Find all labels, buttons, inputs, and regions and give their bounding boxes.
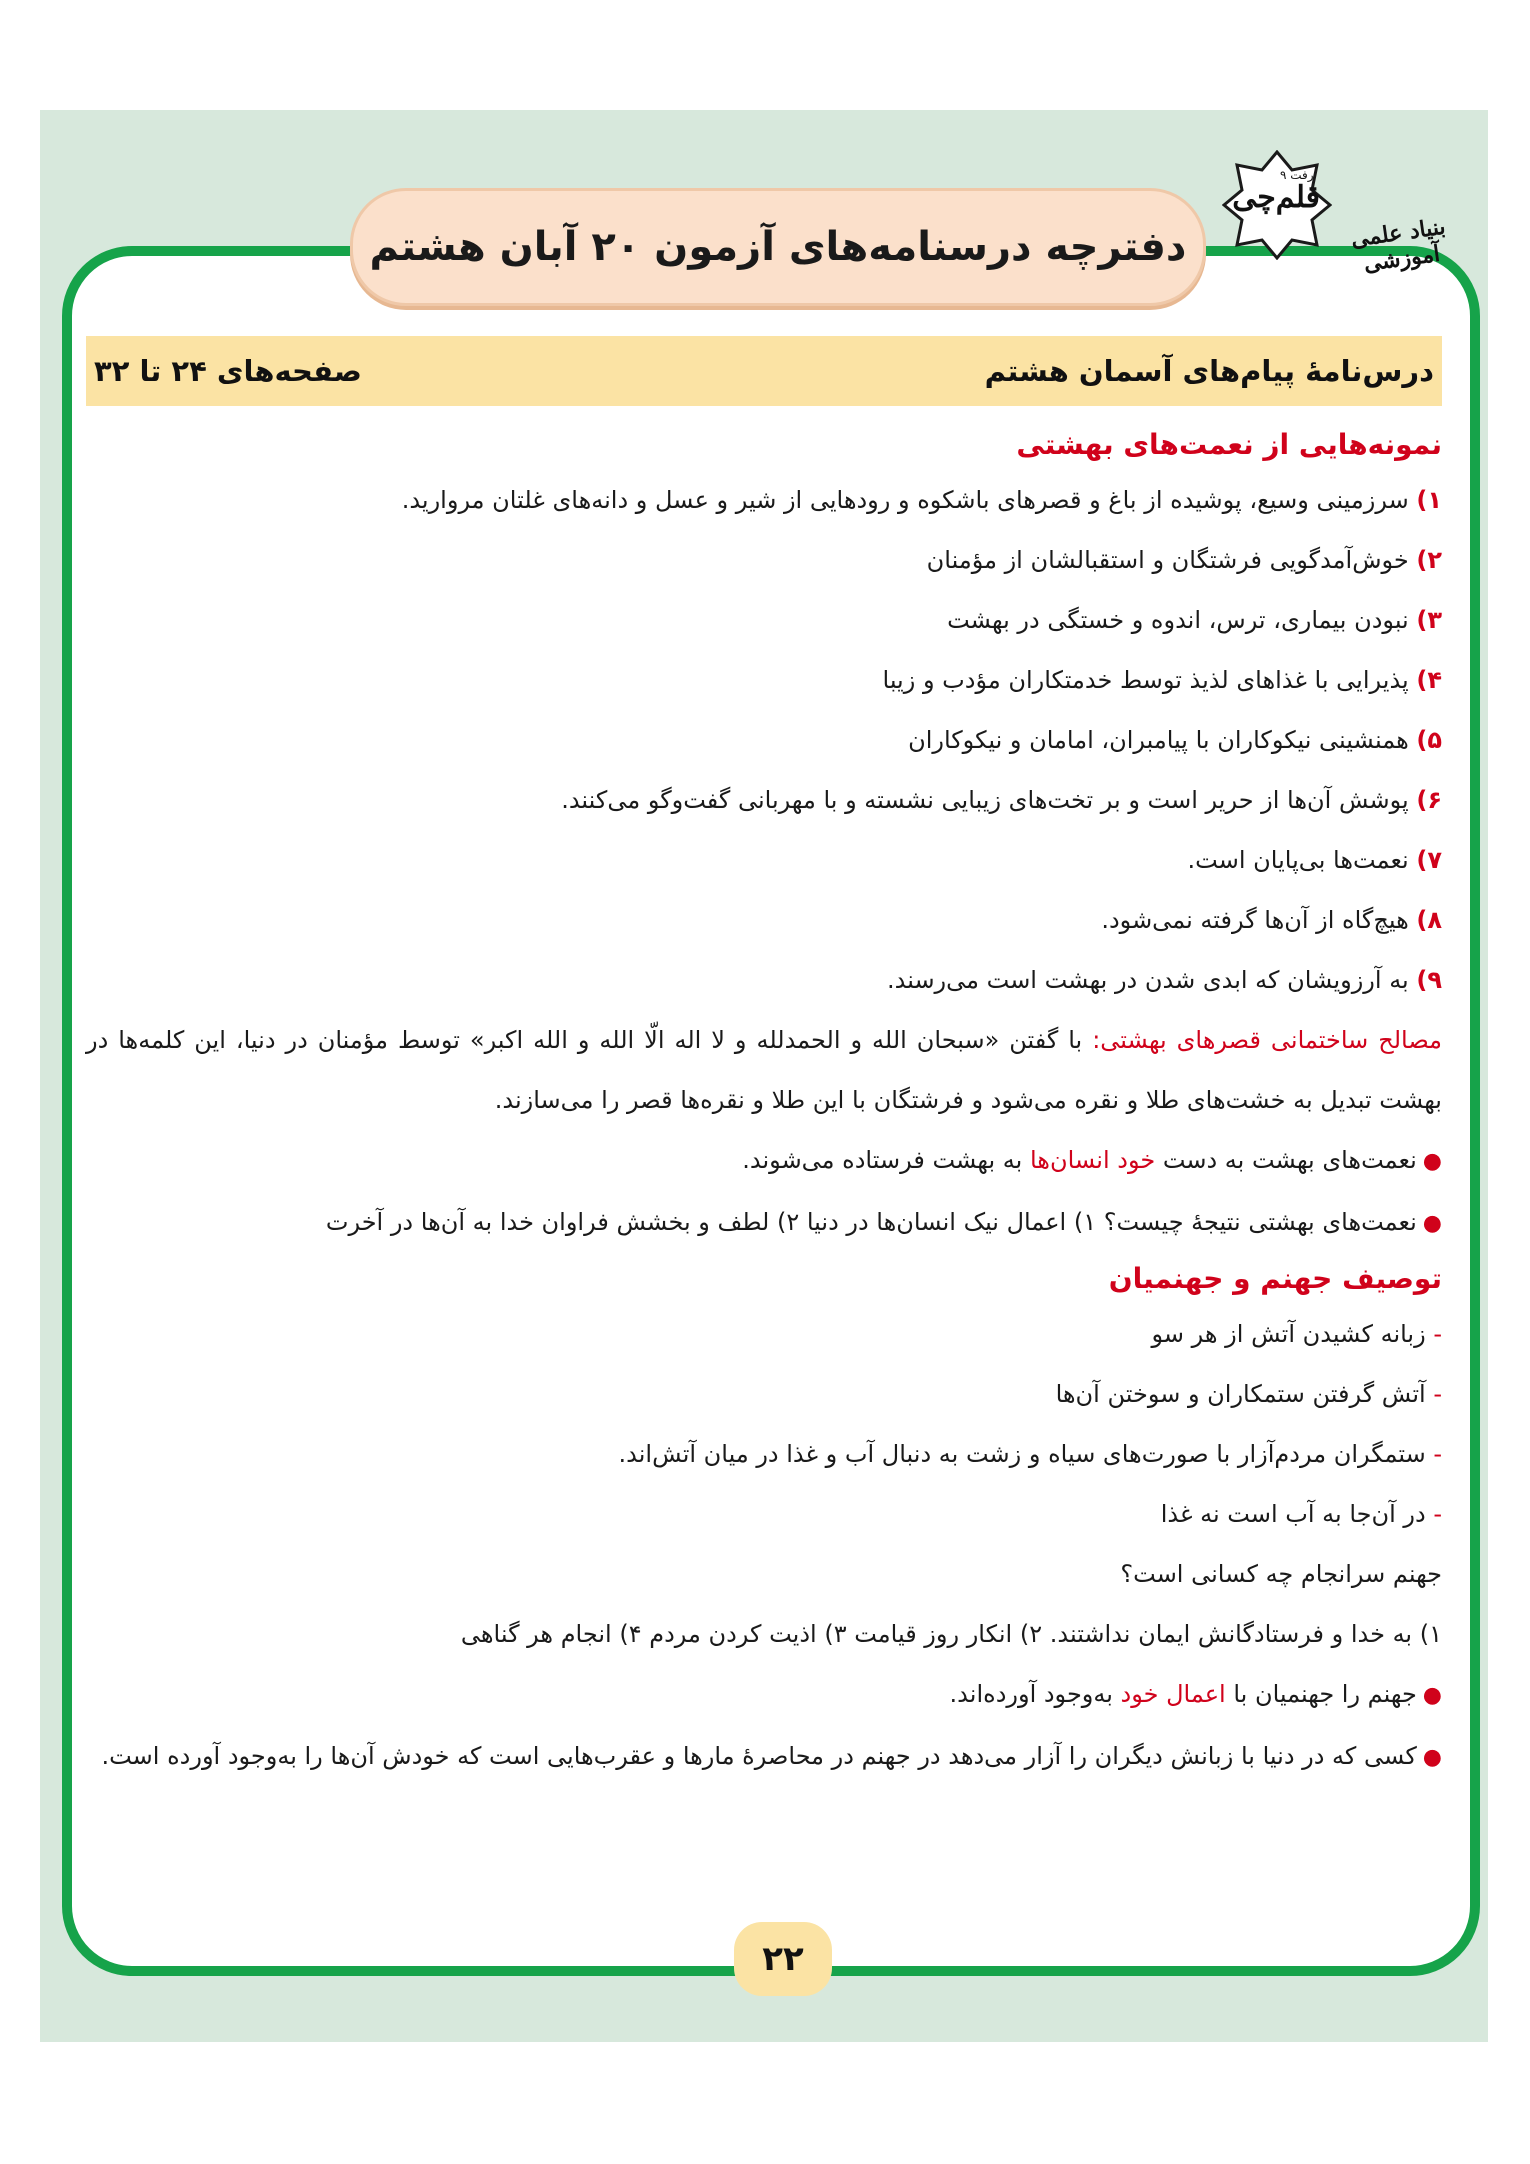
bullet-text: به‌وجود آورده‌اند. bbox=[949, 1680, 1121, 1708]
paradise-list bbox=[86, 470, 1442, 1010]
dash-icon: - bbox=[1425, 1500, 1442, 1528]
content bbox=[86, 420, 1442, 1788]
item-text: سرزمینی وسیع، پوشیده از باغ و قصرهای باشکوه و رودهایی از شیر و عسل و دانه‌های غلتان مروارید. bbox=[401, 486, 1409, 514]
item-number: ۳) bbox=[1416, 606, 1442, 634]
list-item bbox=[86, 1484, 1442, 1544]
masaleh-paragraph bbox=[86, 1010, 1442, 1130]
item-number: ۴) bbox=[1416, 666, 1442, 694]
list-item bbox=[86, 1364, 1442, 1424]
item-number: ۱) bbox=[1416, 486, 1442, 514]
item-text: نبودن بیماری، ترس، اندوه و خستگی در بهشت bbox=[947, 606, 1409, 634]
item-text: به آرزویشان که ابدی شدن در بهشت است می‌رسند. bbox=[886, 966, 1409, 994]
list-item bbox=[86, 1130, 1442, 1192]
item-number: ۹) bbox=[1416, 966, 1442, 994]
page-number-badge bbox=[734, 1922, 832, 1996]
bullet-text: کسی که در دنیا با زبانش دیگران را آزار می‌دهد در جهنم در محاصرۀ مارها و عقرب‌هایی است که خودش آن‌ها را به‌وجود آورده است. bbox=[101, 1742, 1417, 1770]
item-text: خوش‌آمدگویی فرشتگان و استقبالشان از مؤمنان bbox=[926, 546, 1409, 574]
lesson-title: درس‌نامۀ پیام‌های آسمان هشتم bbox=[984, 354, 1434, 388]
list-item bbox=[86, 770, 1442, 830]
masaleh-text: با گفتن «سبحان الله و الحمدلله و لا اله الّا الله و الله اکبر» توسط مؤمنان در دنیا، این کلمه‌ها در بهشت تبدیل به خشت‌های طلا و نقره می‌شود و فرشتگان با این طلا و نقره‌ها قصر را می‌سازند. bbox=[86, 1026, 1442, 1114]
item-text: آتش گرفتن ستمکاران و سوختن آن‌ها bbox=[1055, 1380, 1426, 1408]
list-item bbox=[86, 1726, 1442, 1788]
item-text: زبانه کشیدن آتش از هر سو bbox=[1151, 1320, 1426, 1348]
question: جهنم سرانجام چه کسانی است؟ bbox=[1120, 1560, 1442, 1588]
item-text: پوشش آن‌ها از حریر است و بر تخت‌های زیبایی نشسته و با مهربانی گفت‌وگو می‌کنند. bbox=[561, 786, 1409, 814]
list-item bbox=[86, 470, 1442, 530]
list-item bbox=[86, 710, 1442, 770]
bullet-icon: ● bbox=[1422, 1149, 1442, 1174]
item-number: ۷) bbox=[1416, 846, 1442, 874]
list-item bbox=[86, 650, 1442, 710]
item-text: در آن‌جا به آب است نه غذا bbox=[1160, 1500, 1426, 1528]
item-number: ۵) bbox=[1416, 726, 1442, 754]
list-item bbox=[86, 1664, 1442, 1726]
item-text: هیچ‌گاه از آن‌ها گرفته نمی‌شود. bbox=[1101, 906, 1409, 934]
item-text: ستمگران مردم‌آزار با صورت‌های سیاه و زشت به دنبال آب و غذا در میان آتش‌اند. bbox=[618, 1440, 1426, 1468]
item-text: پذیرایی با غذاهای لذیذ توسط خدمتکاران مؤدب و زیبا bbox=[882, 666, 1409, 694]
list-item bbox=[86, 950, 1442, 1010]
bullet-highlight: خود انسان‌ها bbox=[1029, 1146, 1156, 1174]
logo-name: قلم‌چی bbox=[1232, 180, 1320, 215]
dash-icon: - bbox=[1425, 1440, 1442, 1468]
header-banner bbox=[350, 188, 1206, 306]
dash-icon: - bbox=[1425, 1320, 1442, 1348]
item-number: ۸) bbox=[1416, 906, 1442, 934]
item-number: ۲) bbox=[1416, 546, 1442, 574]
bullet-text: نعمت‌های بهشتی نتیجۀ چیست؟ ۱) اعمال نیک انسان‌ها در دنیا ۲) لطف و بخشش فراوان خدا به آن‌ها در آخرت bbox=[325, 1208, 1417, 1236]
logo-super: رفت ۹ bbox=[1280, 168, 1314, 182]
bullet-icon: ● bbox=[1422, 1745, 1442, 1770]
list-item bbox=[86, 1424, 1442, 1484]
lesson-bar bbox=[86, 336, 1442, 406]
section-title-paradise: نمونه‌هایی از نعمت‌های بهشتی bbox=[1016, 428, 1442, 461]
dash-icon: - bbox=[1425, 1380, 1442, 1408]
bullet-icon: ● bbox=[1422, 1683, 1442, 1708]
bullet-text: نعمت‌های بهشت به دست bbox=[1155, 1146, 1417, 1174]
list-item bbox=[86, 590, 1442, 650]
hell-list bbox=[86, 1304, 1442, 1544]
section-title-hell: توصیف جهنم و جهنمیان bbox=[1108, 1262, 1442, 1295]
page-title: دفترچه درسنامه‌های آزمون ۲۰ آبان هشتم bbox=[369, 224, 1187, 270]
logo bbox=[1222, 150, 1472, 300]
bullet-text: به بهشت فرستاده می‌شوند. bbox=[742, 1146, 1030, 1174]
list-item bbox=[86, 1304, 1442, 1364]
list-item bbox=[86, 530, 1442, 590]
bullet-icon: ● bbox=[1422, 1211, 1442, 1236]
list-item bbox=[86, 1192, 1442, 1254]
item-text: همنشینی نیکوکاران با پیامبران، امامان و نیکوکاران bbox=[908, 726, 1409, 754]
masaleh-label: مصالح ساختمانی قصرهای بهشتی: bbox=[1092, 1026, 1442, 1054]
page-number: ۲۲ bbox=[762, 1939, 804, 1979]
item-text: نعمت‌ها بی‌پایان است. bbox=[1187, 846, 1409, 874]
list-item bbox=[86, 890, 1442, 950]
item-number: ۶) bbox=[1416, 786, 1442, 814]
lesson-pages: صفحه‌های ۲۴ تا ۳۲ bbox=[94, 354, 362, 388]
bullet-text: جهنم را جهنمیان با bbox=[1225, 1680, 1417, 1708]
logo-tagline: بنیاد علمی آموزشی bbox=[1349, 213, 1448, 278]
bullet-highlight: اعمال خود bbox=[1120, 1680, 1226, 1708]
answer: ۱) به خدا و فرستادگانش ایمان نداشتند. ۲) انکار روز قیامت ۳) اذیت کردن مردم ۴) انجام هر گناهی bbox=[460, 1620, 1442, 1648]
list-item bbox=[86, 830, 1442, 890]
